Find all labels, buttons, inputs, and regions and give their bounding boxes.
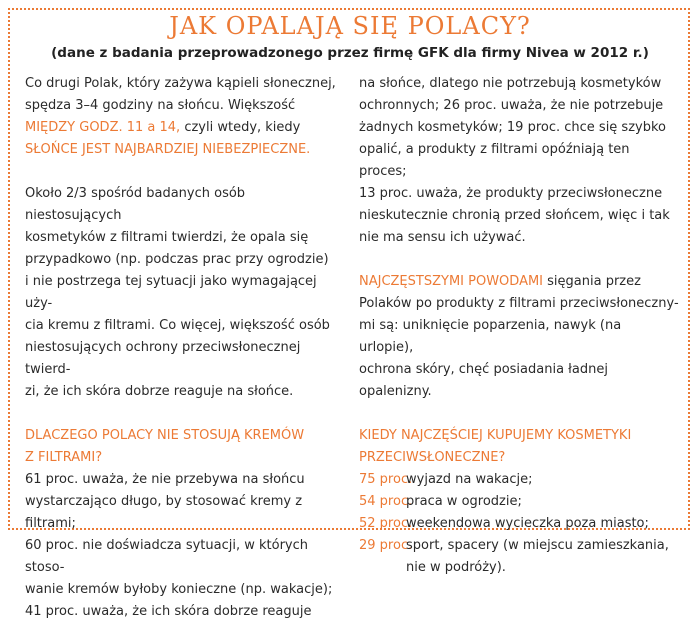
text-line: kosmetyków z filtrami twierdzi, że opala się <box>25 230 309 245</box>
purchase-occasions-list <box>359 469 679 579</box>
text-fragment: czyli wtedy, kiedy <box>180 120 301 135</box>
text-line: 13 proc. uważa, że produkty przeciwsłoneczne <box>359 186 663 201</box>
percent-value: 75 proc. <box>359 472 413 487</box>
list-item <box>359 513 679 535</box>
right-column <box>359 73 679 579</box>
text-line: zi, że ich skóra dobrze reaguje na słońce. <box>25 384 294 399</box>
common-reasons-paragraph <box>359 271 679 403</box>
section-heading-why-not <box>25 425 340 469</box>
text-line: 61 proc. uważa, że nie przebywa na słońcu <box>25 472 305 487</box>
text-line <box>359 271 679 293</box>
percent-value: 29 proc. <box>359 538 413 553</box>
text-line: ochrona skóry, chęć posiadania ładnej opalenizny. <box>359 362 608 399</box>
text-line: spędza 3–4 godziny na słońcu. Większość <box>25 98 296 113</box>
text-line: Około 2/3 spośród badanych osób niestosujących <box>25 186 246 223</box>
highlight-common-reasons: NAJCZĘSTSZYMI POWODAMI <box>359 274 544 289</box>
text-line: niestosujących ochrony przeciwsłonecznej twierd- <box>25 340 301 377</box>
percent-value: 54 proc. <box>359 494 413 509</box>
list-item <box>359 469 679 491</box>
list-item-continuation: nie w podróży). <box>406 560 506 575</box>
text-fragment: sięgania przez <box>543 274 641 289</box>
text-line: przypadkowo (np. podczas prac przy ogrodzie) <box>25 252 329 267</box>
text-line: żadnych kosmetyków; 19 proc. chce się szybko <box>359 120 666 135</box>
text-line <box>25 117 340 139</box>
text-line: wystarczająco długo, by stosować kremy z filtrami; <box>25 494 303 531</box>
heading-line: KIEDY NAJCZĘŚCIEJ KUPUJEMY KOSMETYKI <box>359 428 632 443</box>
section-heading-when-buy <box>359 425 679 469</box>
text-line: cia kremu z filtrami. Co więcej, większość osób <box>25 318 330 333</box>
page-title: JAK OPALAJĄ SIĘ POLACY? <box>169 12 531 40</box>
percent-value: 52 proc. <box>359 516 413 531</box>
text-line: 41 proc. uważa, że ich skóra dobrze reaguje <box>25 604 312 619</box>
text-line: ochronnych; 26 proc. uważa, że nie potrzebuje <box>359 98 664 113</box>
text-line: nie ma sensu ich używać. <box>359 230 526 245</box>
intro-paragraph <box>25 73 340 161</box>
list-item-text: sport, spacery (w miejscu zamieszkania, <box>406 538 669 553</box>
text-line: na słońce, dlatego nie potrzebują kosmetyków <box>359 76 662 91</box>
reasons-continued-paragraph <box>359 73 679 249</box>
highlight-sun-danger: SŁOŃCE JEST NAJBARDZIEJ NIEBEZPIECZNE. <box>25 142 311 157</box>
text-line: nieskutecznie chronią przed słońcem, więc i tak <box>359 208 670 223</box>
list-item-text: wyjazd na wakacje; <box>406 472 533 487</box>
list-item <box>359 535 679 557</box>
list-item-text: praca w ogrodzie; <box>406 494 522 509</box>
heading-line: PRZECIWSŁONECZNE? <box>359 450 506 465</box>
text-line: wanie kremów byłoby konieczne (np. wakacje); <box>25 582 333 597</box>
list-item <box>359 491 679 513</box>
highlight-hours: MIĘDZY GODZ. 11 a 14, <box>25 120 181 135</box>
text-line: Co drugi Polak, który zażywa kąpieli słonecznej, <box>25 76 336 91</box>
list-item-text: weekendowa wycieczka poza miasto; <box>406 516 649 531</box>
heading-line: Z FILTRAMI? <box>25 450 103 465</box>
reasons-paragraph <box>25 469 340 623</box>
text-line: 60 proc. nie doświadcza sytuacji, w których stoso- <box>25 538 309 575</box>
page-subtitle: (dane z badania przeprowadzonego przez firmę GFK dla firmy Nivea w 2012 r.) <box>51 45 649 61</box>
filters-paragraph <box>25 183 340 403</box>
text-line: mi są: uniknięcie poparzenia, nawyk (na urlopie), <box>359 318 622 355</box>
text-line: Polaków po produkty z filtrami przeciwsłoneczny- <box>359 296 679 311</box>
left-column <box>25 73 340 623</box>
text-line: opalić, a produkty z filtrami opóźniają ten proces; <box>359 142 630 179</box>
text-line: i nie postrzega tej sytuacji jako wymagającej uży- <box>25 274 317 311</box>
heading-line: DLACZEGO POLACY NIE STOSUJĄ KREMÓW <box>25 428 305 443</box>
